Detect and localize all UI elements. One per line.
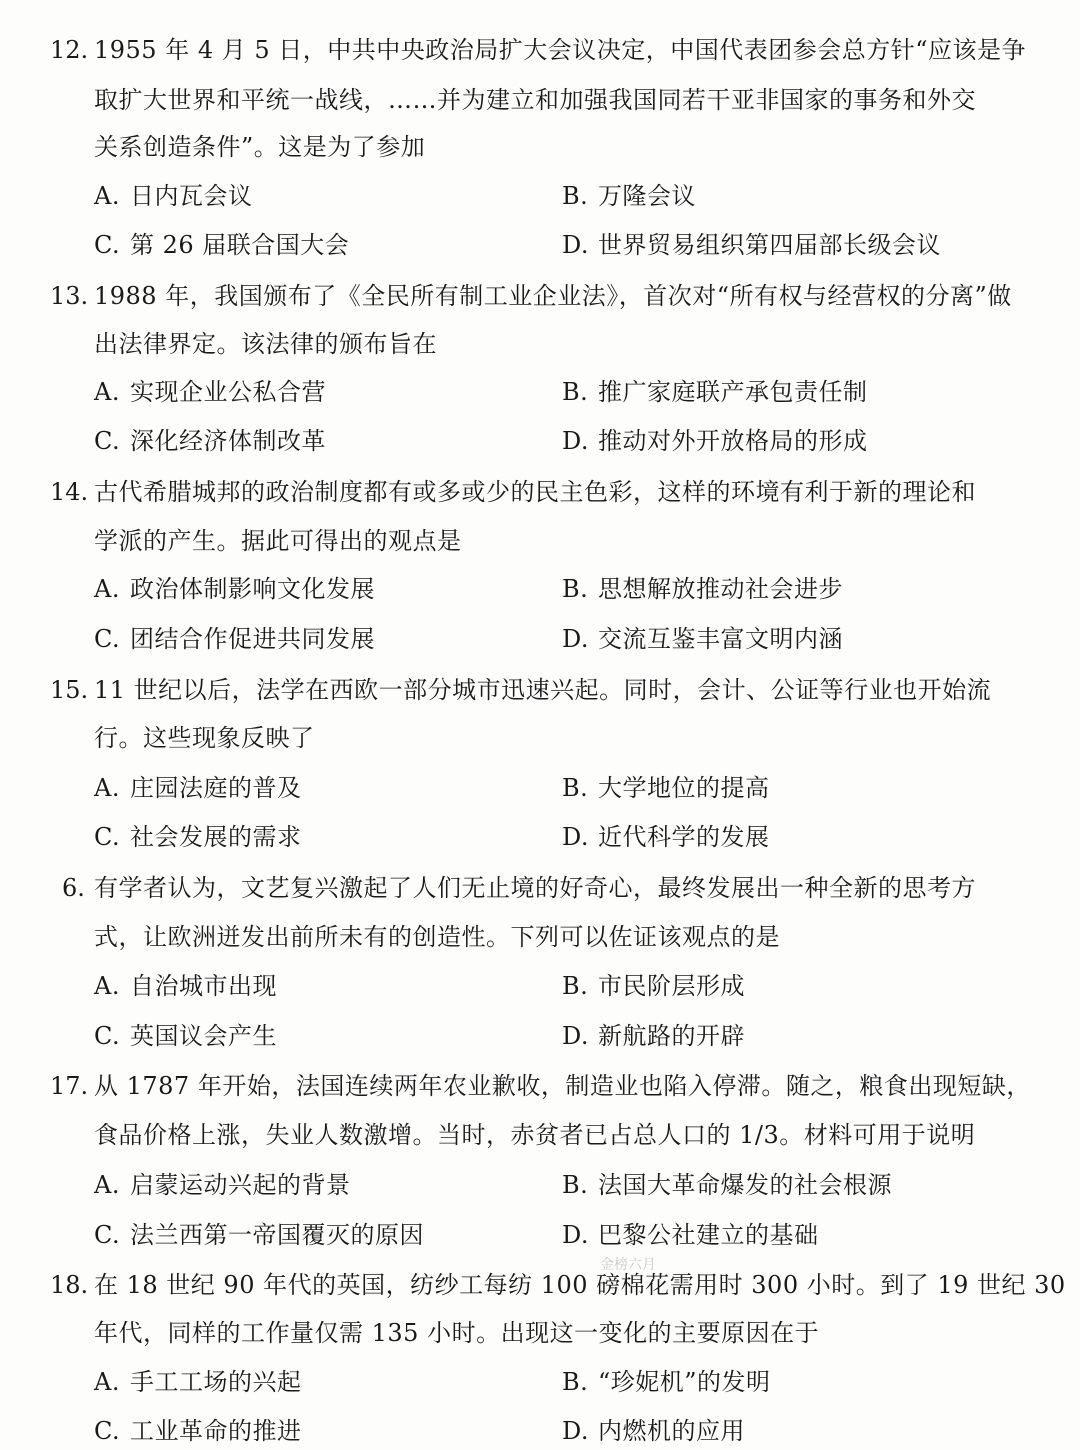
question-text-line: 关系创造条件”。这是为了参加 [94,133,426,161]
option-b [562,1170,892,1200]
option-text: 世界贸易组织第四届部长级会议 [598,231,941,259]
option-a [94,377,326,407]
option-text: 市民阶层形成 [598,972,745,1000]
option-b [562,377,868,407]
option-text: 日内瓦会议 [130,182,253,210]
option-text: 万隆会议 [598,182,696,210]
question-text-line: 从 1787 年开始，法国连续两年农业歉收，制造业也陷入停滞。随之，粮食出现短缺， [94,1072,1031,1100]
option-letter: A. [94,774,120,802]
option-letter: C. [94,231,121,259]
option-text: 交流互鉴丰富文明内涵 [598,625,843,653]
option-letter: D. [562,231,590,259]
option-text: 政治体制影响文化发展 [130,575,375,603]
question-text-line: 行。这些现象反映了 [94,724,315,752]
option-text: 深化经济体制改革 [130,427,326,455]
option-letter: D. [562,625,590,653]
option-letter: C. [94,823,121,851]
option-letter: B. [562,575,589,603]
option-b [562,1367,771,1397]
question-number: 12. [50,36,89,64]
option-text: 启蒙运动兴起的背景 [130,1171,351,1199]
option-text: 推广家庭联产承包责任制 [598,378,868,406]
option-text: 近代科学的发展 [598,823,770,851]
question-text-line: 古代希腊城邦的政治制度都有或多或少的民主色彩，这样的环境有利于新的理论和 [94,478,976,506]
option-c [94,426,326,456]
question-text-line: 食品价格上涨，失业人数激增。当时，赤贫者已占总人口的 1/3。材料可用于说明 [94,1121,976,1149]
option-letter: C. [94,427,121,455]
option-text: 自治城市出现 [130,972,277,1000]
question-text-line: 取扩大世界和平统一战线，……并为建立和加强我国同若干亚非国家的事务和外交 [94,86,976,114]
option-text: 思想解放推动社会进步 [598,575,843,603]
question-number: 6. [62,874,85,902]
question-number: 17. [50,1072,89,1100]
option-letter: C. [94,1417,121,1445]
option-text: 实现企业公私合营 [130,378,326,406]
question-number: 13. [50,282,89,310]
question-text-line: 1988 年，我国颁布了《全民所有制工业企业法》，首次对“所有权与经营权的分离”做 [94,282,1012,310]
question-text-line: 式，让欧洲迸发出前所未有的创造性。下列可以佐证该观点的是 [94,923,780,951]
option-a [94,181,253,211]
option-d [562,1416,745,1446]
option-b [562,773,770,803]
option-letter: B. [562,774,589,802]
option-letter: D. [562,1022,590,1050]
option-c [94,624,375,654]
option-letter: B. [562,972,589,1000]
option-d [562,230,941,260]
option-text: 法兰西第一帝国覆灭的原因 [130,1221,424,1249]
option-letter: B. [562,182,589,210]
option-letter: A. [94,1368,120,1396]
option-d [562,426,868,456]
option-text: 内燃机的应用 [598,1417,745,1445]
question-text-line: 有学者认为，文艺复兴激起了人们无止境的好奇心，最终发展出一种全新的思考方 [94,874,976,902]
question-text-line: 出法律界定。该法律的颁布旨在 [94,330,437,358]
option-text: 巴黎公社建立的基础 [598,1221,819,1249]
option-a [94,574,375,604]
option-c [94,230,349,260]
option-d [562,1220,819,1250]
option-b [562,574,843,604]
option-letter: B. [562,1368,589,1396]
option-a [94,971,277,1001]
option-text: 庄园法庭的普及 [130,774,302,802]
option-a [94,1170,351,1200]
question-text-line: 1955 年 4 月 5 日，中共中央政治局扩大会议决定，中国代表团参会总方针“应该是争 [94,36,1027,64]
question-text-line: 学派的产生。据此可得出的观点是 [94,527,462,555]
option-letter: D. [562,1417,590,1445]
option-text: 团结合作促进共同发展 [130,625,375,653]
option-text: 推动对外开放格局的形成 [598,427,868,455]
question-number: 14. [50,478,89,506]
option-letter: D. [562,427,590,455]
question-number: 18. [50,1271,89,1299]
option-letter: C. [94,1221,121,1249]
option-text: 大学地位的提高 [598,774,770,802]
question-number: 15. [50,676,89,704]
option-a [94,1367,302,1397]
question-text-line: 在 18 世纪 90 年代的英国，纺纱工每纺 100 磅棉花需用时 300 小时。到了 19 世纪 30 [94,1271,1066,1299]
option-c [94,822,302,852]
option-c [94,1220,424,1250]
option-letter: D. [562,1221,590,1249]
watermark-text: 金榜六月 [600,1257,656,1273]
option-c [94,1416,302,1446]
option-letter: A. [94,378,120,406]
option-text: 手工工场的兴起 [130,1368,302,1396]
option-letter: B. [562,1171,589,1199]
option-text: 工业革命的推进 [130,1417,302,1445]
option-letter: C. [94,625,121,653]
option-letter: A. [94,575,120,603]
question-text-line: 年代，同样的工作量仅需 135 小时。出现这一变化的主要原因在于 [94,1319,820,1347]
option-text: “珍妮机”的发明 [598,1368,771,1396]
option-text: 新航路的开辟 [598,1022,745,1050]
option-b [562,181,696,211]
option-letter: A. [94,972,120,1000]
option-b [562,971,745,1001]
option-c [94,1021,277,1051]
option-text: 法国大革命爆发的社会根源 [598,1171,892,1199]
option-d [562,822,770,852]
option-letter: C. [94,1022,121,1050]
option-letter: A. [94,182,120,210]
option-letter: B. [562,378,589,406]
option-d [562,1021,745,1051]
option-letter: D. [562,823,590,851]
question-text-line: 11 世纪以后，法学在西欧一部分城市迅速兴起。同时，会计、公证等行业也开始流 [94,676,992,704]
option-text: 第 26 届联合国大会 [130,231,350,259]
option-a [94,773,302,803]
option-text: 英国议会产生 [130,1022,277,1050]
option-d [562,624,843,654]
option-letter: A. [94,1171,120,1199]
option-text: 社会发展的需求 [130,823,302,851]
